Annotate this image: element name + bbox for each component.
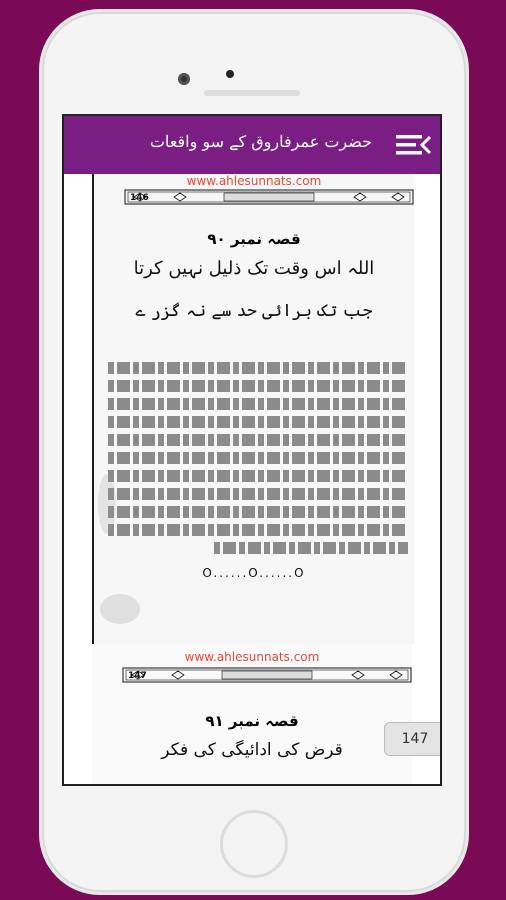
scan-noise [100, 594, 140, 624]
book-viewer[interactable] [64, 174, 440, 784]
story-heading: قصہ نمبر ۹۱ [205, 712, 299, 730]
decorative-header-border [124, 188, 414, 206]
app-screen [64, 116, 440, 784]
body-text-line [108, 362, 408, 374]
page-number: 147 [128, 671, 147, 681]
body-text-line [108, 434, 408, 446]
speaker-grille [204, 90, 300, 96]
sensor-dot [226, 70, 234, 78]
decorative-header-border [122, 666, 412, 684]
watermark-url: www.ahlesunnats.com [184, 650, 320, 664]
section-ornament: O......O......O [202, 566, 306, 580]
story-title-line-1: قرض کی ادائیگی کی فکر [161, 740, 343, 760]
body-text-line [108, 398, 408, 410]
body-text-line [108, 524, 408, 536]
book-page-146 [92, 174, 414, 644]
home-button[interactable] [220, 810, 288, 878]
story-title-line-1: اللہ اس وقت تک ذلیل نہیں کرتا [133, 258, 375, 279]
body-text-line [108, 380, 408, 392]
body-text-line [108, 452, 408, 464]
body-text-line [108, 506, 408, 518]
camera-icon [178, 73, 190, 85]
page-indicator[interactable]: 147 [384, 722, 440, 756]
page-number: 146 [130, 193, 149, 203]
body-text-line [214, 542, 408, 554]
menu-button[interactable] [392, 130, 436, 160]
menu-arrow-icon [392, 130, 436, 160]
body-text-line [108, 416, 408, 428]
book-page-147 [92, 644, 412, 784]
watermark-url: www.ahlesunnats.com [186, 174, 322, 188]
body-text-line [108, 488, 408, 500]
story-title-line-2: جب تک برائی حد سے نہ گزر ے [135, 301, 373, 321]
scan-noise [98, 474, 116, 534]
app-title: حضرت عمرفاروق کے سو واقعات [149, 132, 372, 151]
app-bar [64, 116, 440, 174]
story-heading: قصہ نمبر ۹۰ [207, 230, 301, 248]
body-text-line [108, 470, 408, 482]
